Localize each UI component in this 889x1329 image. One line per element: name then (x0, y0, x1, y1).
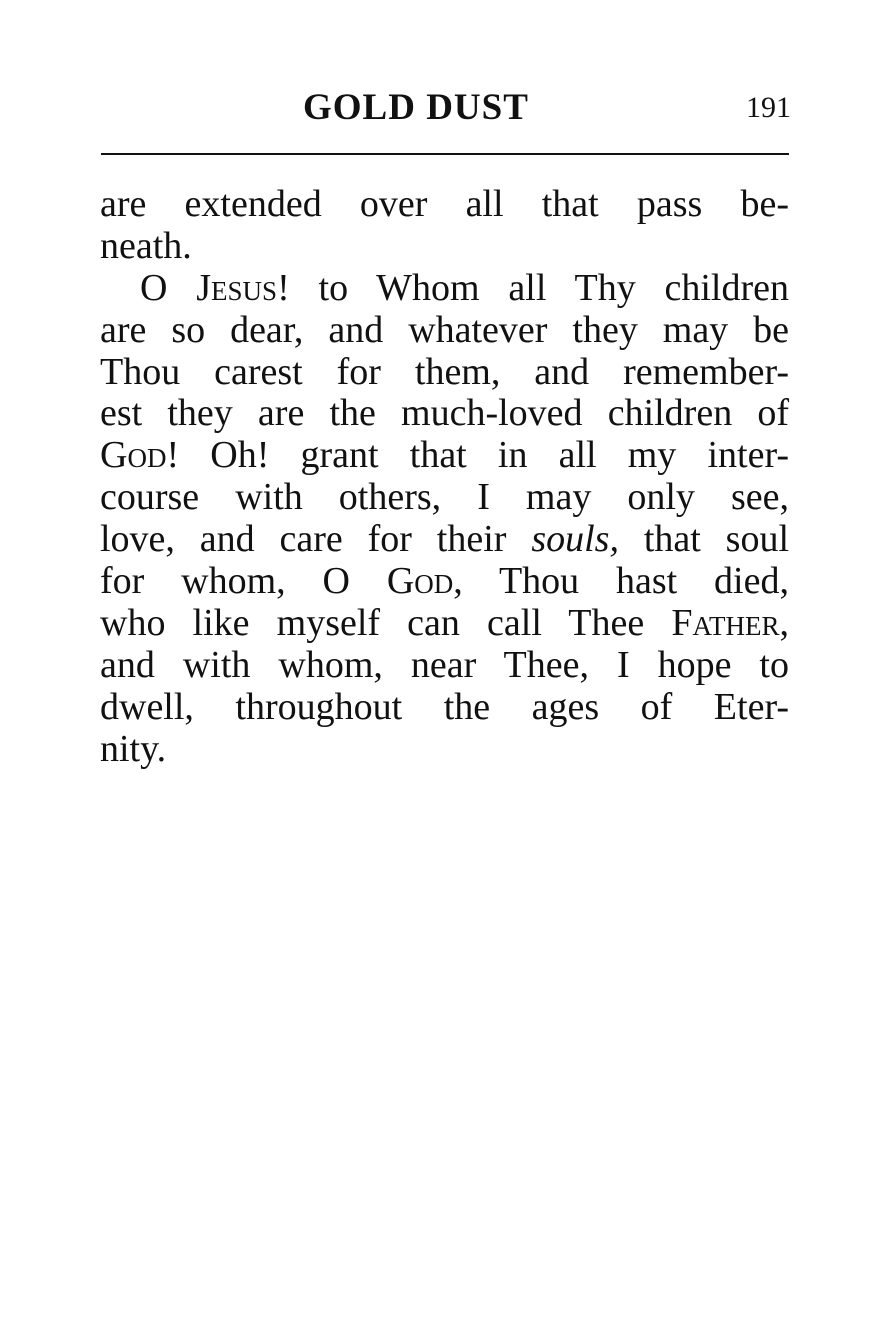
text-run: love, and care for their (100, 518, 507, 561)
text-run: who like myself can call Thee (100, 601, 645, 644)
page-number: 191 (746, 91, 791, 124)
text-line: and with whom, near Thee, I hope to (100, 643, 789, 686)
text-run-italic: souls, (531, 518, 619, 561)
text-run-small-caps: God, (386, 560, 463, 603)
text-run: ! to Whom all Thy children (277, 266, 789, 309)
text-line (100, 519, 789, 561)
text-line: are so dear, and whatever they may be (100, 308, 789, 351)
text-line: are extended over all that pass be- (100, 183, 789, 225)
text-run: that soul (643, 518, 790, 561)
header-rule (101, 153, 789, 155)
text-line: est they are the much-loved children of (100, 392, 789, 435)
text-line: course with others, I may only see, (100, 476, 789, 519)
text-line: neath. (100, 224, 192, 267)
text-line: Thou carest for them, and remember- (100, 350, 789, 393)
running-header-title: GOLD DUST (303, 87, 529, 128)
text-line (100, 435, 789, 477)
text-run: ! Oh! grant that in all my inter- (166, 434, 789, 477)
text-run: for whom, O (100, 560, 350, 603)
text-run-small-caps: Jesus (196, 266, 278, 309)
text-line (100, 268, 789, 310)
body-text (100, 184, 789, 770)
text-line (100, 603, 789, 645)
text-line: nity. (100, 727, 167, 770)
text-run: Thou hast died, (498, 560, 789, 603)
text-run: O (140, 266, 168, 309)
text-line: dwell, throughout the ages of Eter- (100, 685, 789, 728)
text-run-small-caps: God (100, 434, 167, 477)
text-run-small-caps: Father, (671, 601, 790, 644)
text-line (100, 561, 789, 603)
